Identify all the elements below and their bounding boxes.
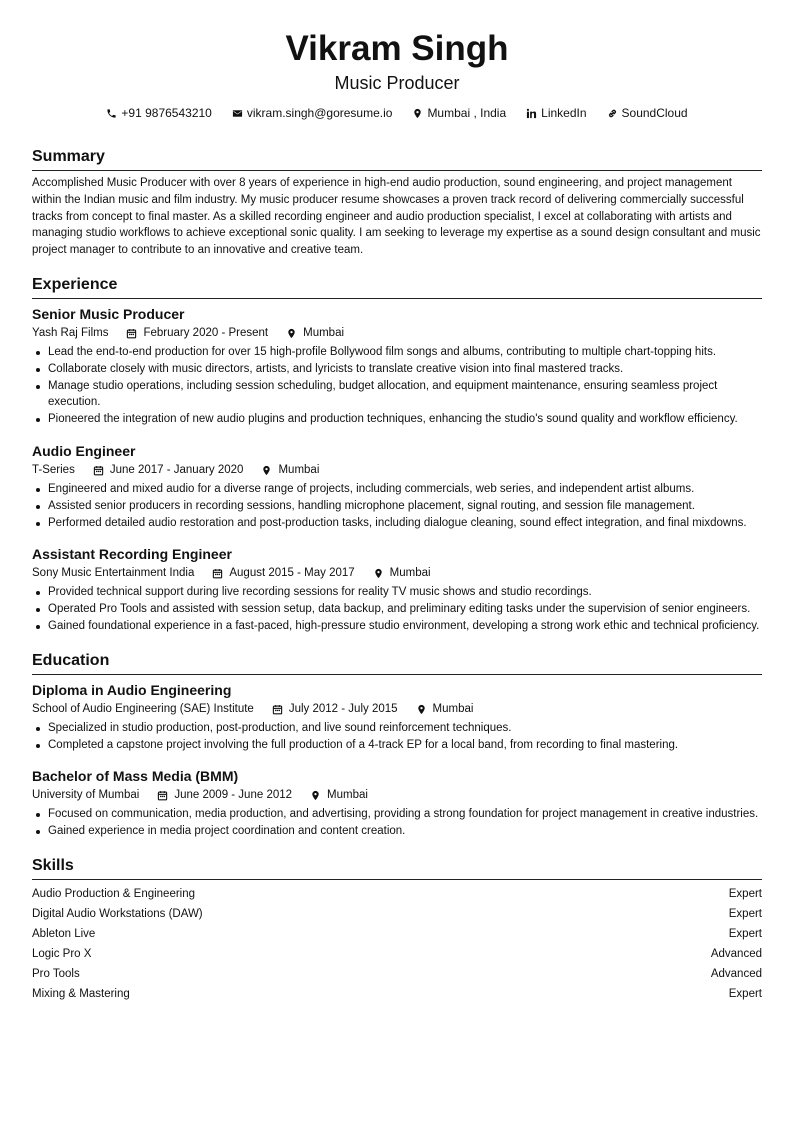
- entry-dates: June 2009 - June 2012: [174, 789, 293, 802]
- linkedin-icon: [526, 108, 537, 119]
- map-pin-icon: [373, 568, 384, 579]
- summary-title: Summary: [32, 147, 762, 171]
- entry-dates: February 2020 - Present: [143, 326, 269, 339]
- calendar-icon: [126, 328, 137, 339]
- skill-level: Expert: [728, 927, 762, 940]
- entry-organization: T-Series: [32, 463, 75, 476]
- experience-entry: [32, 305, 762, 428]
- skill-level: Expert: [728, 907, 762, 920]
- entry-title: Bachelor of Mass Media (BMM): [32, 768, 239, 785]
- skill-name: Digital Audio Workstations (DAW): [32, 907, 203, 920]
- entry-organization: Sony Music Entertainment India: [32, 567, 195, 580]
- skill-row: [32, 904, 762, 924]
- skill-name: Audio Production & Engineering: [32, 887, 196, 900]
- entry-organization: Yash Raj Films: [32, 326, 109, 339]
- entry-bullets: [32, 720, 762, 754]
- contact-linkedin[interactable]: [526, 105, 586, 121]
- bullet-item: Specialized in studio production, post-production, and live sound reinforcement techniques.: [48, 720, 762, 737]
- experience-entry: [32, 442, 762, 531]
- entry-organization: School of Audio Engineering (SAE) Institute: [32, 702, 254, 715]
- education-entry: [32, 767, 762, 840]
- candidate-name: Vikram Singh: [285, 29, 509, 68]
- entry-location: Mumbai: [327, 789, 368, 802]
- skills-list: [32, 884, 762, 1004]
- experience-title: Experience: [32, 275, 762, 299]
- entry-dates: August 2015 - May 2017: [229, 567, 355, 580]
- contact-location: [412, 105, 506, 121]
- entry-title: Audio Engineer: [32, 442, 136, 459]
- entry-bullets: [32, 806, 762, 840]
- skill-name: Ableton Live: [32, 927, 96, 940]
- entry-bullets: [32, 481, 762, 531]
- skill-level: Expert: [728, 887, 762, 900]
- entry-location: Mumbai: [278, 463, 320, 476]
- link-icon: [607, 108, 618, 119]
- skills-title: Skills: [32, 856, 762, 880]
- skill-level: Advanced: [710, 947, 762, 960]
- entry-bullets: [32, 584, 762, 634]
- bullet-item: Assisted senior producers in recording sessions, handling microphone placement, signal routing, and session file management.: [48, 498, 762, 515]
- map-pin-icon: [412, 108, 423, 119]
- calendar-icon: [157, 790, 168, 801]
- entry-meta: [32, 565, 762, 582]
- entry-dates: July 2012 - July 2015: [288, 702, 398, 715]
- bullet-item: Focused on communication, media production, and advertising, providing a strong foundation for project management in creative industries.: [48, 806, 762, 823]
- entry-location: Mumbai: [303, 326, 345, 339]
- contact-bar: [32, 105, 762, 121]
- entry-title: Assistant Recording Engineer: [32, 546, 232, 563]
- bullet-item: Completed a capstone project involving the full production of a 4-track EP for a local band, from recording to final mastering.: [48, 737, 762, 754]
- skill-level: Advanced: [710, 967, 762, 980]
- bullet-item: Operated Pro Tools and assisted with session setup, data backup, and preliminary editing tasks under the supervision of senior engineers.: [48, 601, 762, 618]
- calendar-icon: [212, 568, 223, 579]
- skills-section: [32, 856, 762, 1004]
- skill-row: [32, 884, 762, 904]
- phone-icon: [106, 108, 117, 119]
- skill-level: Expert: [728, 987, 762, 1000]
- bullet-item: Lead the end-to-end production for over 15 high-profile Bollywood film songs and albums, contributing to multiple chart-topping hits.: [48, 344, 762, 361]
- soundcloud-text: SoundCloud: [621, 106, 688, 120]
- education-list: [32, 681, 762, 840]
- entry-meta: [32, 787, 762, 804]
- contact-email[interactable]: [232, 105, 393, 121]
- experience-entry: [32, 545, 762, 634]
- entry-title: Senior Music Producer: [32, 305, 185, 322]
- education-section: [32, 651, 762, 840]
- email-text: vikram.singh@goresume.io: [246, 106, 393, 120]
- skill-row: [32, 944, 762, 964]
- entry-meta: [32, 701, 762, 718]
- linkedin-text: LinkedIn: [541, 106, 587, 120]
- education-entry: [32, 681, 762, 754]
- candidate-role: Music Producer: [334, 73, 460, 93]
- map-pin-icon: [286, 328, 297, 339]
- summary-section: [32, 147, 762, 259]
- bullet-item: Collaborate closely with music directors, artists, and lyricists to translate creative vision into final mastered tracks.: [48, 361, 762, 378]
- summary-text: Accomplished Music Producer with over 8 years of experience in high-end audio production, sound engineering, and project management within the Indian music and film industry. My music producer resume showcases a proven track record of delivering commercially successful tracks from concept to final master. As a skilled recording engineer and audio production specialist, I excel at collaborating with artists and managing studio workflows to achieve exceptional sonic quality. I am seeking to leverage my expertise as a sound design consultant and music project manager to contribute to an innovative and creative team.: [32, 177, 761, 257]
- entry-meta: [32, 462, 762, 479]
- entry-bullets: [32, 344, 762, 428]
- entry-title: Diploma in Audio Engineering: [32, 681, 232, 698]
- bullet-item: Engineered and mixed audio for a diverse range of projects, including commercials, web series, and independent artist albums.: [48, 481, 762, 498]
- map-pin-icon: [416, 704, 427, 715]
- bullet-item: Pioneered the integration of new audio plugins and production techniques, enhancing the studio's sound quality and workflow efficiency.: [48, 411, 762, 428]
- entry-dates: June 2017 - January 2020: [109, 463, 244, 476]
- map-pin-icon: [310, 790, 321, 801]
- skill-name: Pro Tools: [32, 967, 80, 980]
- contact-phone: [106, 105, 211, 121]
- bullet-item: Provided technical support during live recording sessions for reality TV music shows and studio recordings.: [48, 584, 762, 601]
- bullet-item: Manage studio operations, including session scheduling, budget allocation, and equipment maintenance, ensuring seamless project execution.: [48, 378, 762, 412]
- contact-soundcloud[interactable]: [607, 105, 688, 121]
- calendar-icon: [272, 704, 283, 715]
- calendar-icon: [93, 465, 104, 476]
- location-text: Mumbai , India: [427, 106, 507, 120]
- mail-icon: [232, 108, 243, 119]
- skill-name: Mixing & Mastering: [32, 987, 130, 1000]
- entry-meta: [32, 325, 762, 342]
- bullet-item: Performed detailed audio restoration and post-production tasks, including dialogue cleaning, sound effect integration, and final mixdowns.: [48, 515, 762, 532]
- experience-list: [32, 305, 762, 635]
- skill-name: Logic Pro X: [32, 947, 92, 960]
- entry-location: Mumbai: [389, 567, 431, 580]
- skill-row: [32, 984, 762, 1004]
- experience-section: [32, 275, 762, 635]
- entry-organization: University of Mumbai: [32, 789, 140, 802]
- phone-text: +91 9876543210: [121, 106, 212, 120]
- skill-row: [32, 924, 762, 944]
- bullet-item: Gained foundational experience in a fast-paced, high-pressure studio environment, developing a strong work ethic and technical proficiency.: [48, 618, 762, 635]
- education-title: Education: [32, 651, 762, 675]
- bullet-item: Gained experience in media project coordination and content creation.: [48, 823, 762, 840]
- map-pin-icon: [261, 465, 272, 476]
- entry-location: Mumbai: [432, 702, 474, 715]
- skill-row: [32, 964, 762, 984]
